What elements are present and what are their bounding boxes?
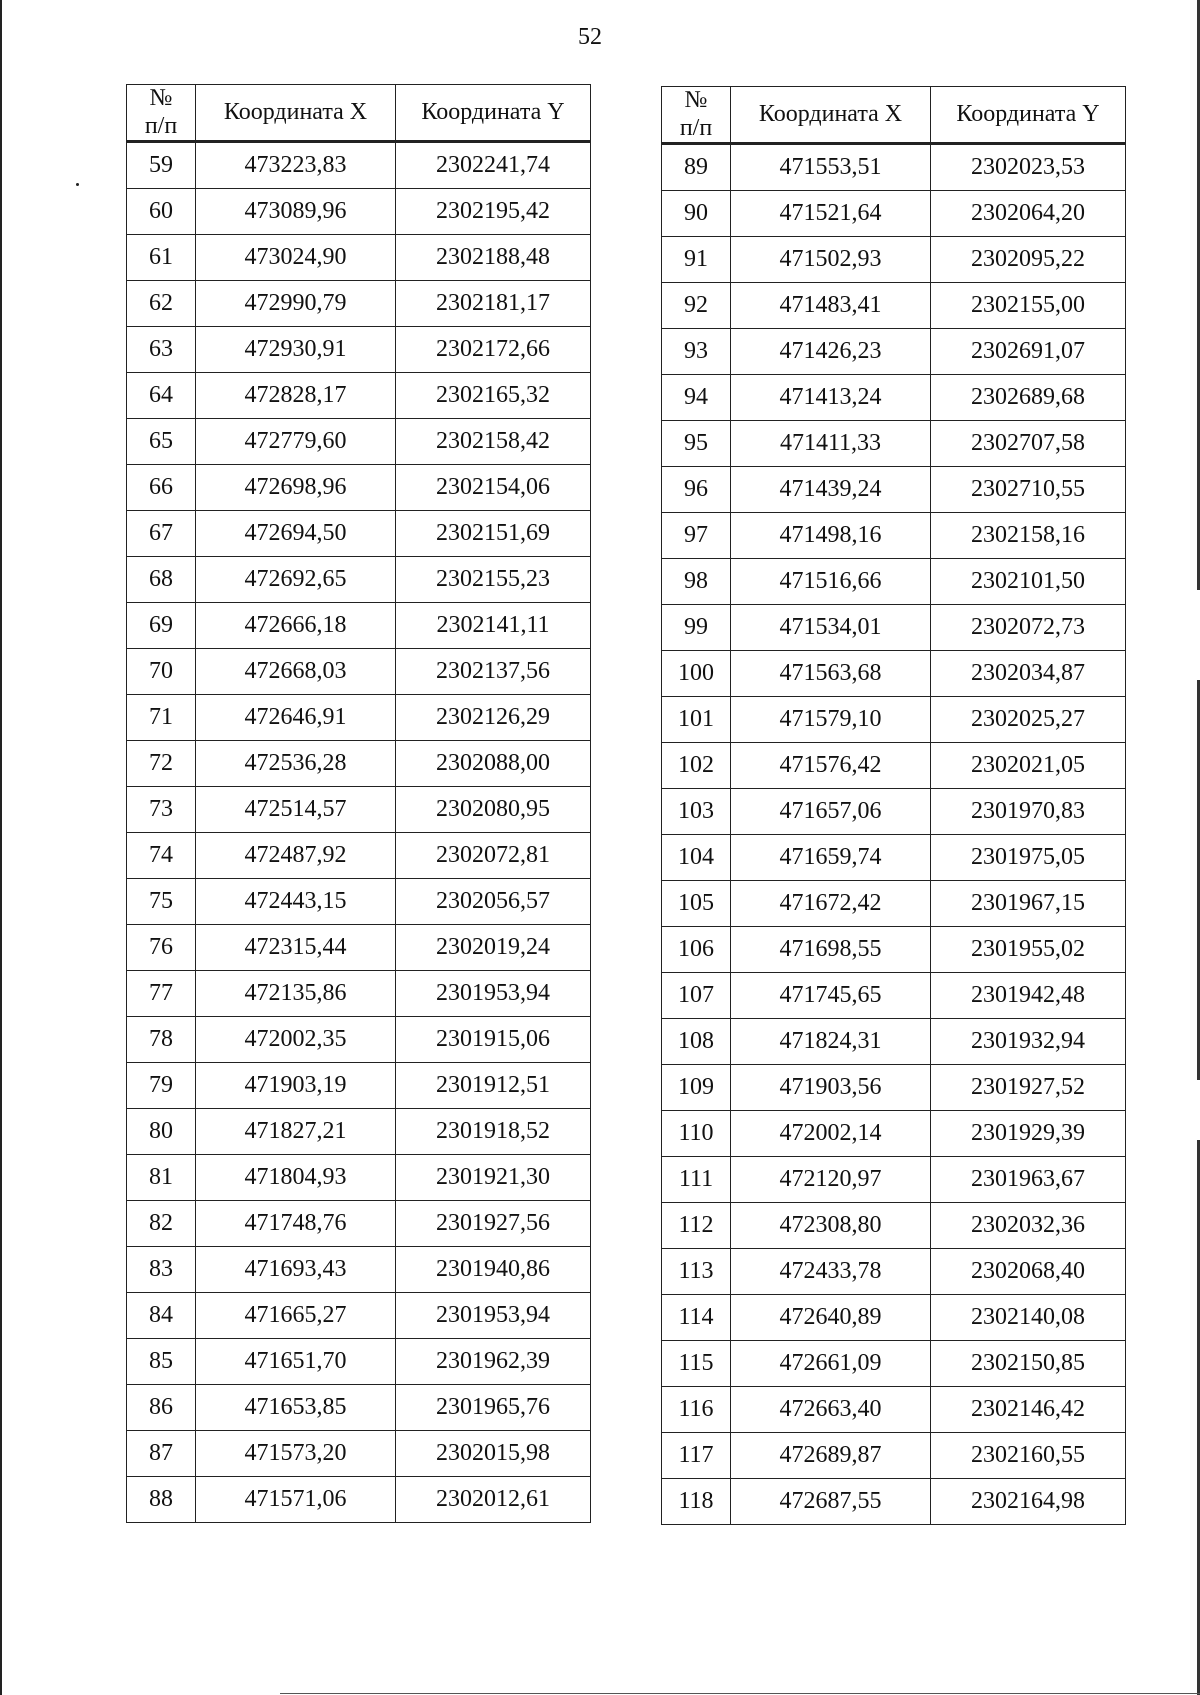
cell-number: 69 (127, 603, 196, 649)
cell-number: 104 (662, 835, 731, 881)
cell-coordinate-y: 2301965,76 (396, 1385, 591, 1431)
table-row (662, 283, 1126, 329)
cell-coordinate-y: 2302019,24 (396, 925, 591, 971)
cell-coordinate-y: 2302165,32 (396, 373, 591, 419)
cell-coordinate-x: 471502,93 (731, 237, 931, 283)
table-row (127, 1293, 591, 1339)
cell-coordinate-y: 2302158,42 (396, 419, 591, 465)
cell-coordinate-y: 2302095,22 (931, 237, 1126, 283)
cell-coordinate-y: 2302710,55 (931, 467, 1126, 513)
cell-number: 100 (662, 651, 731, 697)
cell-coordinate-x: 471439,24 (731, 467, 931, 513)
cell-coordinate-y: 2302080,95 (396, 787, 591, 833)
table-row (127, 649, 591, 695)
cell-number: 71 (127, 695, 196, 741)
cell-number: 61 (127, 235, 196, 281)
cell-coordinate-x: 472487,92 (196, 833, 396, 879)
cell-coordinate-y: 2302088,00 (396, 741, 591, 787)
cell-coordinate-y: 2301962,39 (396, 1339, 591, 1385)
coordinates-table-right (661, 86, 1126, 1525)
cell-coordinate-y: 2301975,05 (931, 835, 1126, 881)
cell-coordinate-x: 472135,86 (196, 971, 396, 1017)
cell-number: 81 (127, 1155, 196, 1201)
cell-number: 82 (127, 1201, 196, 1247)
table-header-row (662, 87, 1126, 144)
cell-coordinate-y: 2302072,81 (396, 833, 591, 879)
cell-coordinate-y: 2301929,39 (931, 1111, 1126, 1157)
cell-coordinate-x: 471653,85 (196, 1385, 396, 1431)
cell-coordinate-x: 471665,27 (196, 1293, 396, 1339)
coordinates-table-left (126, 84, 591, 1523)
cell-number: 85 (127, 1339, 196, 1385)
cell-number: 107 (662, 973, 731, 1019)
cell-coordinate-x: 473024,90 (196, 235, 396, 281)
cell-coordinate-y: 2301953,94 (396, 1293, 591, 1339)
cell-coordinate-x: 471483,41 (731, 283, 931, 329)
table-row (127, 1247, 591, 1293)
table-row (662, 513, 1126, 559)
cell-number: 94 (662, 375, 731, 421)
cell-number: 66 (127, 465, 196, 511)
table-row (662, 927, 1126, 973)
cell-coordinate-x: 471827,21 (196, 1109, 396, 1155)
table-row (127, 603, 591, 649)
cell-coordinate-y: 2301963,67 (931, 1157, 1126, 1203)
table-row (662, 1019, 1126, 1065)
cell-coordinate-y: 2302068,40 (931, 1249, 1126, 1295)
cell-coordinate-x: 471745,65 (731, 973, 931, 1019)
table-body-right (662, 144, 1126, 1525)
cell-coordinate-y: 2302032,36 (931, 1203, 1126, 1249)
cell-coordinate-x: 472640,89 (731, 1295, 931, 1341)
cell-coordinate-x: 472668,03 (196, 649, 396, 695)
table-row (127, 1431, 591, 1477)
cell-number: 90 (662, 191, 731, 237)
cell-coordinate-x: 472646,91 (196, 695, 396, 741)
cell-coordinate-x: 472694,50 (196, 511, 396, 557)
header-number (127, 85, 196, 142)
table-row (662, 1249, 1126, 1295)
cell-coordinate-y: 2302689,68 (931, 375, 1126, 421)
cell-coordinate-x: 472661,09 (731, 1341, 931, 1387)
cell-coordinate-x: 471516,66 (731, 559, 931, 605)
cell-coordinate-x: 471659,74 (731, 835, 931, 881)
cell-coordinate-x: 472779,60 (196, 419, 396, 465)
cell-coordinate-x: 471824,31 (731, 1019, 931, 1065)
header-number-sub: п/п (144, 112, 178, 139)
cell-number: 105 (662, 881, 731, 927)
table-row (127, 281, 591, 327)
cell-coordinate-x: 472120,97 (731, 1157, 931, 1203)
cell-number: 118 (662, 1479, 731, 1525)
cell-number: 87 (127, 1431, 196, 1477)
cell-coordinate-x: 471498,16 (731, 513, 931, 559)
cell-coordinate-y: 2301918,52 (396, 1109, 591, 1155)
header-coordinate-y: Координата Y (931, 87, 1126, 144)
cell-coordinate-x: 472002,35 (196, 1017, 396, 1063)
cell-number: 75 (127, 879, 196, 925)
cell-coordinate-y: 2302160,55 (931, 1433, 1126, 1479)
cell-number: 108 (662, 1019, 731, 1065)
table-row (127, 925, 591, 971)
table-row (127, 557, 591, 603)
cell-number: 59 (127, 142, 196, 189)
header-number-sub: п/п (679, 114, 713, 141)
table-row (127, 1063, 591, 1109)
cell-coordinate-y: 2301955,02 (931, 927, 1126, 973)
cell-number: 62 (127, 281, 196, 327)
table-header-row (127, 85, 591, 142)
cell-coordinate-y: 2302164,98 (931, 1479, 1126, 1525)
cell-number: 86 (127, 1385, 196, 1431)
cell-number: 101 (662, 697, 731, 743)
table-row (662, 559, 1126, 605)
cell-coordinate-x: 472698,96 (196, 465, 396, 511)
cell-number: 92 (662, 283, 731, 329)
cell-coordinate-x: 471698,55 (731, 927, 931, 973)
table-row (662, 375, 1126, 421)
cell-number: 99 (662, 605, 731, 651)
cell-number: 95 (662, 421, 731, 467)
header-coordinate-x: Координата X (196, 85, 396, 142)
cell-number: 74 (127, 833, 196, 879)
cell-number: 97 (662, 513, 731, 559)
table-row (127, 1385, 591, 1431)
cell-number: 89 (662, 144, 731, 191)
cell-coordinate-x: 471573,20 (196, 1431, 396, 1477)
cell-coordinate-x: 472514,57 (196, 787, 396, 833)
cell-number: 106 (662, 927, 731, 973)
table-row (662, 467, 1126, 513)
cell-coordinate-y: 2302101,50 (931, 559, 1126, 605)
cell-coordinate-y: 2302021,05 (931, 743, 1126, 789)
cell-number: 76 (127, 925, 196, 971)
cell-coordinate-y: 2302151,69 (396, 511, 591, 557)
cell-number: 98 (662, 559, 731, 605)
cell-number: 63 (127, 327, 196, 373)
table-row (127, 235, 591, 281)
table-row (662, 1433, 1126, 1479)
cell-coordinate-y: 2301927,52 (931, 1065, 1126, 1111)
cell-coordinate-y: 2302072,73 (931, 605, 1126, 651)
cell-coordinate-y: 2302064,20 (931, 191, 1126, 237)
cell-number: 72 (127, 741, 196, 787)
cell-coordinate-y: 2302137,56 (396, 649, 591, 695)
cell-number: 64 (127, 373, 196, 419)
cell-number: 102 (662, 743, 731, 789)
table-row (662, 697, 1126, 743)
cell-coordinate-x: 472315,44 (196, 925, 396, 971)
cell-coordinate-y: 2302172,66 (396, 327, 591, 373)
header-coordinate-y: Координата Y (396, 85, 591, 142)
table-row (127, 695, 591, 741)
cell-coordinate-y: 2302155,00 (931, 283, 1126, 329)
cell-coordinate-y: 2302150,85 (931, 1341, 1126, 1387)
scan-bottom-edge (280, 1693, 1200, 1694)
cell-coordinate-x: 473223,83 (196, 142, 396, 189)
table-row (127, 1201, 591, 1247)
cell-coordinate-x: 471534,01 (731, 605, 931, 651)
page-number: 52 (578, 24, 602, 50)
table-row (127, 833, 591, 879)
cell-number: 109 (662, 1065, 731, 1111)
cell-coordinate-x: 472828,17 (196, 373, 396, 419)
cell-coordinate-x: 471553,51 (731, 144, 931, 191)
header-number (662, 87, 731, 144)
header-number-sign: № (149, 85, 173, 111)
cell-coordinate-y: 2301912,51 (396, 1063, 591, 1109)
table-row (127, 419, 591, 465)
table-row (127, 189, 591, 235)
cell-coordinate-y: 2301915,06 (396, 1017, 591, 1063)
table-row (662, 789, 1126, 835)
cell-number: 79 (127, 1063, 196, 1109)
cell-coordinate-x: 471576,42 (731, 743, 931, 789)
cell-coordinate-x: 471903,56 (731, 1065, 931, 1111)
cell-coordinate-y: 2302023,53 (931, 144, 1126, 191)
header-coordinate-x: Координата X (731, 87, 931, 144)
cell-coordinate-y: 2302241,74 (396, 142, 591, 189)
table-body-left (127, 142, 591, 1523)
table-row (662, 743, 1126, 789)
cell-number: 73 (127, 787, 196, 833)
table-row (127, 1339, 591, 1385)
cell-number: 65 (127, 419, 196, 465)
cell-coordinate-y: 2302691,07 (931, 329, 1126, 375)
cell-number: 115 (662, 1341, 731, 1387)
scan-left-edge (0, 0, 2, 1695)
cell-coordinate-x: 471748,76 (196, 1201, 396, 1247)
cell-coordinate-y: 2301970,83 (931, 789, 1126, 835)
cell-coordinate-y: 2302012,61 (396, 1477, 591, 1523)
table-row (127, 787, 591, 833)
table-row (662, 421, 1126, 467)
cell-coordinate-y: 2302158,16 (931, 513, 1126, 559)
cell-coordinate-y: 2301940,86 (396, 1247, 591, 1293)
table-row (662, 1341, 1126, 1387)
scan-speck (76, 183, 79, 186)
cell-number: 77 (127, 971, 196, 1017)
cell-number: 67 (127, 511, 196, 557)
table-row (127, 142, 591, 189)
cell-coordinate-x: 471693,43 (196, 1247, 396, 1293)
table-row (127, 1109, 591, 1155)
table-row (127, 1017, 591, 1063)
cell-coordinate-x: 472666,18 (196, 603, 396, 649)
cell-number: 93 (662, 329, 731, 375)
table-row (662, 651, 1126, 697)
table-row (662, 1387, 1126, 1433)
cell-number: 96 (662, 467, 731, 513)
cell-coordinate-x: 471521,64 (731, 191, 931, 237)
cell-coordinate-x: 471563,68 (731, 651, 931, 697)
cell-number: 88 (127, 1477, 196, 1523)
cell-coordinate-x: 472663,40 (731, 1387, 931, 1433)
cell-number: 103 (662, 789, 731, 835)
cell-number: 114 (662, 1295, 731, 1341)
cell-coordinate-x: 471672,42 (731, 881, 931, 927)
cell-coordinate-x: 472687,55 (731, 1479, 931, 1525)
cell-coordinate-x: 472002,14 (731, 1111, 931, 1157)
cell-coordinate-y: 2301942,48 (931, 973, 1126, 1019)
cell-coordinate-y: 2302155,23 (396, 557, 591, 603)
cell-coordinate-y: 2302025,27 (931, 697, 1126, 743)
cell-coordinate-x: 471579,10 (731, 697, 931, 743)
cell-coordinate-y: 2301932,94 (931, 1019, 1126, 1065)
table-row (127, 1155, 591, 1201)
table-row (662, 329, 1126, 375)
cell-coordinate-y: 2301967,15 (931, 881, 1126, 927)
table-row (662, 237, 1126, 283)
table-row (662, 1203, 1126, 1249)
table-row (127, 465, 591, 511)
cell-coordinate-y: 2302056,57 (396, 879, 591, 925)
cell-coordinate-y: 2302154,06 (396, 465, 591, 511)
table-row (662, 1479, 1126, 1525)
table-row (662, 1295, 1126, 1341)
table-row (662, 191, 1126, 237)
cell-coordinate-x: 472433,78 (731, 1249, 931, 1295)
cell-number: 116 (662, 1387, 731, 1433)
cell-number: 60 (127, 189, 196, 235)
table-row (662, 973, 1126, 1019)
table-row (662, 144, 1126, 191)
table-row (662, 1157, 1126, 1203)
cell-number: 68 (127, 557, 196, 603)
cell-coordinate-y: 2301927,56 (396, 1201, 591, 1247)
table-row (662, 881, 1126, 927)
cell-coordinate-x: 472930,91 (196, 327, 396, 373)
cell-coordinate-x: 472536,28 (196, 741, 396, 787)
cell-number: 84 (127, 1293, 196, 1339)
cell-coordinate-x: 472308,80 (731, 1203, 931, 1249)
cell-number: 80 (127, 1109, 196, 1155)
table-row (127, 327, 591, 373)
cell-coordinate-x: 471411,33 (731, 421, 931, 467)
cell-number: 70 (127, 649, 196, 695)
cell-coordinate-y: 2302126,29 (396, 695, 591, 741)
table-row (127, 373, 591, 419)
cell-coordinate-y: 2301921,30 (396, 1155, 591, 1201)
cell-coordinate-y: 2302195,42 (396, 189, 591, 235)
cell-coordinate-y: 2302181,17 (396, 281, 591, 327)
cell-coordinate-y: 2302140,08 (931, 1295, 1126, 1341)
cell-coordinate-y: 2302141,11 (396, 603, 591, 649)
cell-coordinate-x: 472689,87 (731, 1433, 931, 1479)
table-row (127, 741, 591, 787)
table-row (127, 879, 591, 925)
cell-coordinate-x: 472443,15 (196, 879, 396, 925)
table-row (662, 1065, 1126, 1111)
cell-number: 117 (662, 1433, 731, 1479)
table-row (662, 1111, 1126, 1157)
cell-coordinate-x: 471903,19 (196, 1063, 396, 1109)
cell-coordinate-x: 473089,96 (196, 189, 396, 235)
cell-coordinate-y: 2302034,87 (931, 651, 1126, 697)
cell-number: 91 (662, 237, 731, 283)
cell-coordinate-y: 2302188,48 (396, 235, 591, 281)
cell-coordinate-x: 472990,79 (196, 281, 396, 327)
cell-coordinate-x: 471413,24 (731, 375, 931, 421)
header-number-sign: № (684, 87, 708, 113)
cell-coordinate-y: 2302707,58 (931, 421, 1126, 467)
cell-coordinate-y: 2302146,42 (931, 1387, 1126, 1433)
table-row (127, 971, 591, 1017)
cell-coordinate-x: 472692,65 (196, 557, 396, 603)
cell-number: 83 (127, 1247, 196, 1293)
table-row (127, 511, 591, 557)
table-row (662, 605, 1126, 651)
cell-number: 111 (662, 1157, 731, 1203)
cell-coordinate-x: 471426,23 (731, 329, 931, 375)
cell-coordinate-y: 2301953,94 (396, 971, 591, 1017)
cell-coordinate-y: 2302015,98 (396, 1431, 591, 1477)
cell-coordinate-x: 471571,06 (196, 1477, 396, 1523)
cell-coordinate-x: 471804,93 (196, 1155, 396, 1201)
cell-number: 112 (662, 1203, 731, 1249)
cell-coordinate-x: 471651,70 (196, 1339, 396, 1385)
cell-coordinate-x: 471657,06 (731, 789, 931, 835)
cell-number: 110 (662, 1111, 731, 1157)
table-row (127, 1477, 591, 1523)
cell-number: 113 (662, 1249, 731, 1295)
table-row (662, 835, 1126, 881)
cell-number: 78 (127, 1017, 196, 1063)
